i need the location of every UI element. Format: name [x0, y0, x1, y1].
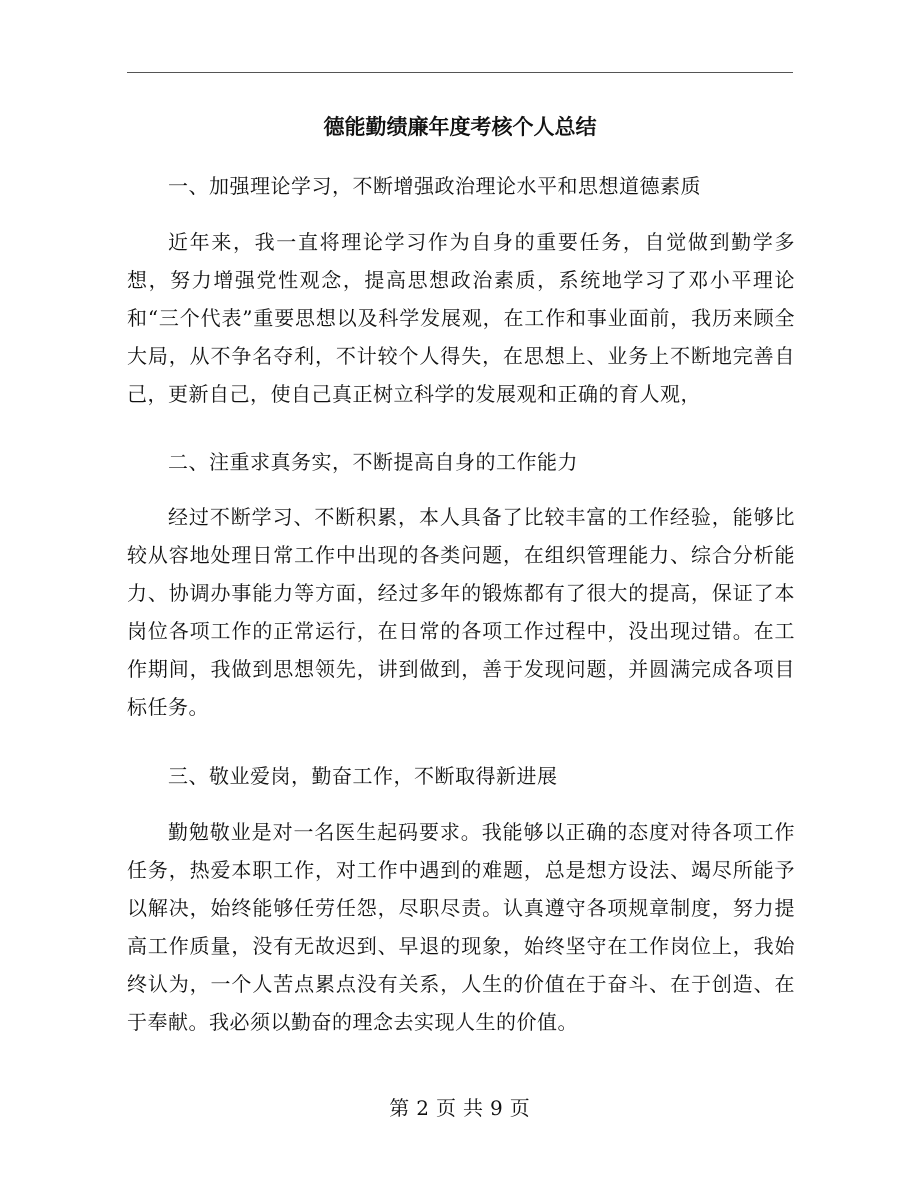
- header-rule: [127, 72, 793, 73]
- section-2-heading: 二、注重求真务实，不断提高自身的工作能力: [168, 450, 578, 474]
- footer-page-word: 页: [436, 1096, 457, 1120]
- footer-total-word: 共: [463, 1096, 484, 1120]
- section-1-body: 近年来，我一直将理论学习作为自身的重要任务，自觉做到勤学多想，努力增强党性观念，提高思想政治素质，系统地学习了邓小平理论和“三个代表”重要思想以及科学发展观，在工作和事业面前，我历来顾全大局，从不争名夺利，不计较个人得失，在思想上、业务上不断地完善自己，更新自己，使自己真正树立科学的发展观和正确的育人观，: [127, 230, 795, 406]
- section-2-body: 经过不断学习、不断积累，本人具备了比较丰富的工作经验，能够比较从容地处理日常工作中出现的各类问题，在组织管理能力、综合分析能力、协调办事能力等方面，经过多年的锻炼都有了很大的提高，保证了本岗位各项工作的正常运行，在日常的各项工作过程中，没出现过错。在工作期间，我做到思想领先，讲到做到，善于发现问题，并圆满完成各项目标任务。: [127, 505, 795, 719]
- footer-current-page: 2: [416, 1096, 430, 1120]
- section-3-body: 勤勉敬业是对一名医生起码要求。我能够以正确的态度对待各项工作任务，热爱本职工作，对工作中遇到的难题，总是想方设法、竭尽所能予以解决，始终能够任劳任怨，尽职尽责。认真遵守各项规章制度，努力提高工作质量，没有无故迟到、早退的现象，始终坚守在工作岗位上，我始终认为，一个人苦点累点没有关系，人生的价值在于奋斗、在于创造、在于奉献。我必须以勤奋的理念去实现人生的价值。: [127, 820, 795, 1034]
- page-footer: [0, 1093, 920, 1123]
- document-title: 德能勤绩廉年度考核个人总结: [323, 114, 597, 139]
- footer-prefix: 第: [389, 1096, 411, 1120]
- section-1-heading: 一、加强理论学习，不断增强政治理论水平和思想道德素质: [168, 174, 701, 198]
- section-3-heading: 三、敬业爱岗，勤奋工作，不断取得新进展: [168, 764, 558, 788]
- footer-suffix: 页: [509, 1096, 531, 1120]
- footer-total-pages: 9: [490, 1096, 504, 1120]
